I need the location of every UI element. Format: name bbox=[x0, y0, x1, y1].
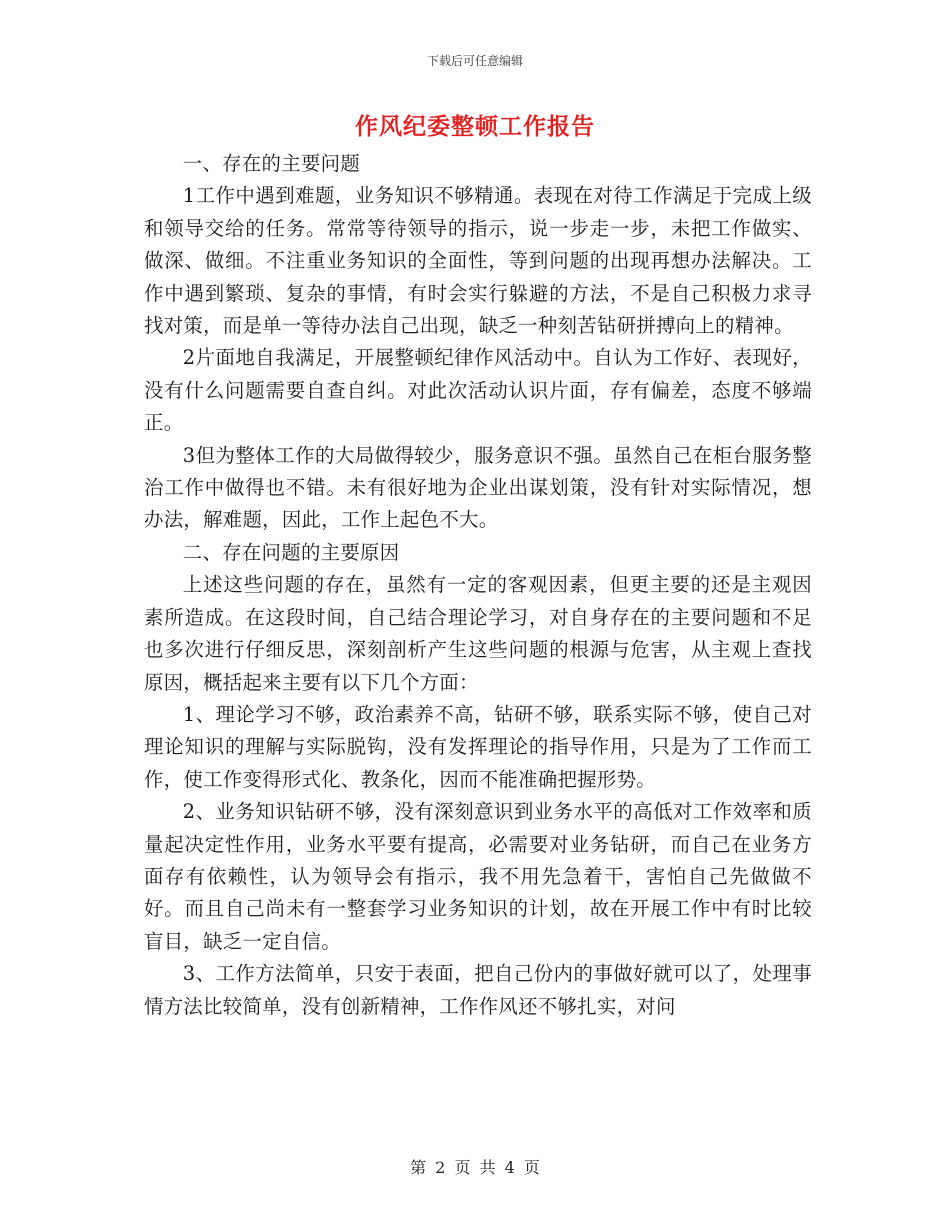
page-footer: 第 2 页 共 4 页 bbox=[410, 1158, 540, 1177]
paragraph: 上述这些问题的存在，虽然有一定的客观因素，但更主要的还是主观因素所造成。在这段时间，自己结合理论学习，对自身存在的主要问题和不足也多次进行仔细反思，深刻剖析产生这些问题的根源与危害，从主观上查找原因，概括起来主要有以下几个方面： bbox=[144, 573, 812, 694]
section-heading: 一、存在的主要问题 bbox=[182, 152, 361, 175]
paragraph: 2、业务知识钻研不够，没有深刻意识到业务水平的高低对工作效率和质量起决定性作用，业务水平要有提高，必需要对业务钻研，而自己在业务方面存有依赖性，认为领导会有指示，我不用先急着干，害怕自己先做做不好。而且自己尚未有一整套学习业务知识的计划，故在开展工作中有时比较盲目，缺乏一定自信。 bbox=[144, 800, 812, 953]
document-title: 作风纪委整顿工作报告 bbox=[355, 114, 595, 140]
paragraph: 1、理论学习不够，政治素养不高，钻研不够，联系实际不够，使自己对理论知识的理解与实际脱钩，没有发挥理论的指导作用，只是为了工作而工作，使工作变得形式化、教条化，因而不能准确把握形势。 bbox=[144, 702, 812, 791]
paragraph: 3但为整体工作的大局做得较少，服务意识不强。虽然自己在柜台服务整治工作中做得也不错。未有很好地为企业出谋划策，没有针对实际情况，想办法，解难题，因此，工作上起色不大。 bbox=[144, 443, 812, 532]
section-heading: 二、存在问题的主要原因 bbox=[182, 540, 400, 564]
paragraph: 1工作中遇到难题，业务知识不够精通。表现在对待工作满足于完成上级和领导交给的任务。常常等待领导的指示，说一步走一步，未把工作做实、做深、做细。不注重业务知识的全面性，等到问题的出现再想办法解决。工作中遇到繁琐、复杂的事情，有时会实行躲避的方法，不是自己积极力求寻找对策，而是单一等待办法自己出现，缺乏一种刻苦钻研拼搏向上的精神。 bbox=[144, 184, 812, 338]
paragraph: 2片面地自我满足，开展整顿纪律作风活动中。自认为工作好、表现好，没有什么问题需要自查自纠。对此次活动认识片面，存有偏差，态度不够端正。 bbox=[144, 346, 812, 435]
document-body bbox=[144, 148, 812, 1023]
paragraph: 3、工作方法简单，只安于表面，把自己份内的事做好就可以了，处理事情方法比较简单，没有创新精神，工作作风还不够扎实，对问 bbox=[144, 962, 812, 1018]
header-note: 下载后可任意编辑 bbox=[426, 54, 523, 68]
